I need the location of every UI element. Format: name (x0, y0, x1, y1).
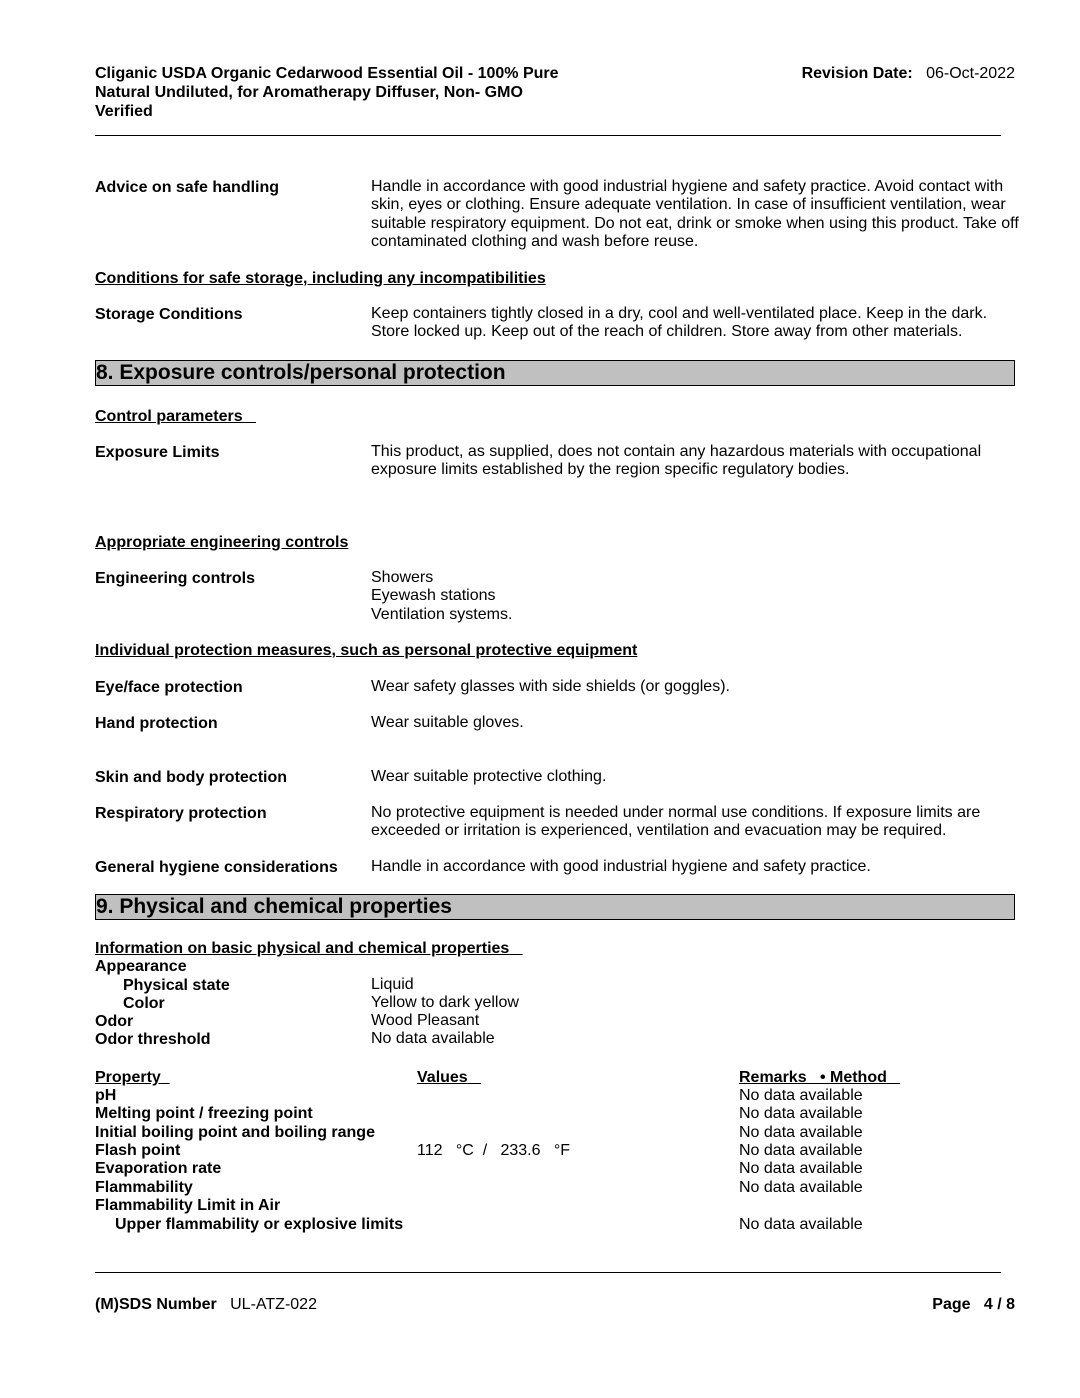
hygiene-label: General hygiene considerations (95, 859, 338, 876)
odor-label: Odor (95, 1013, 134, 1030)
section-9-header (95, 894, 1015, 920)
column-remarks (739, 1069, 900, 1087)
column-property (95, 1069, 170, 1087)
property-remarks: No data available (739, 1141, 863, 1159)
control-parameters-heading (95, 408, 256, 426)
revision-date-label: Revision Date: (801, 65, 913, 82)
basic-properties-heading (95, 940, 523, 958)
property-name: Melting point / freezing point (95, 1105, 313, 1123)
physical-state-value: Liquid (371, 976, 414, 993)
property-remarks: No data available (739, 1123, 863, 1141)
safe-handling-text: Handle in accordance with good industrial hygiene and safety practice. Avoid contact with skin, eyes or clothing. Ensure adequate ventilation. In case of insufficient ventilation, wear suitable respiratory equipment. Do not eat, drink or smoke when using this product. Take off contaminated clothing and wash before reuse. (371, 178, 1019, 250)
sds-number (95, 1295, 317, 1314)
property-name: pH (95, 1087, 117, 1104)
table-row (95, 1142, 1025, 1160)
column-property-text: Property (95, 1069, 161, 1086)
table-row (95, 1087, 1025, 1105)
safe-handling-label: Advice on safe handling (95, 179, 280, 196)
engineering-item-showers: Showers (371, 569, 434, 586)
table-row (95, 1216, 1025, 1234)
color-value: Yellow to dark yellow (371, 994, 519, 1011)
storage-conditions-label: Storage Conditions (95, 306, 243, 323)
ppe-heading: Individual protection measures, such as personal protective equipment (95, 642, 638, 659)
engineering-controls-list (371, 569, 1021, 624)
odor-value: Wood Pleasant (371, 1012, 480, 1029)
revision-date (802, 64, 1015, 83)
engineering-item-ventilation: Ventilation systems. (371, 605, 513, 623)
property-name: Flammability (95, 1178, 193, 1196)
section-8-title: 8. Exposure controls/personal protection (96, 361, 506, 384)
appearance-label: Appearance (95, 958, 187, 975)
hand-protection-label: Hand protection (95, 715, 218, 732)
sds-number-label: (M)SDS Number (95, 1296, 217, 1313)
storage-conditions-text: Keep containers tightly closed in a dry, cool and well-ventilated place. Keep in the dark. Store locked up. Keep out of the reach of children. Store away from other materials. (371, 305, 988, 341)
hygiene-text: Handle in accordance with good industrial hygiene and safety practice. (371, 858, 871, 875)
property-remarks: No data available (739, 1160, 863, 1178)
skin-protection-text: Wear suitable protective clothing. (371, 768, 607, 785)
exposure-limits-label: Exposure Limits (95, 444, 220, 461)
odor-threshold-label: Odor threshold (95, 1031, 211, 1048)
color-label: Color (123, 995, 165, 1012)
control-parameters-heading-text: Control parameters (95, 408, 243, 425)
header-divider (95, 135, 1001, 136)
physical-state-label: Physical state (123, 977, 230, 994)
page-number-label: Page (932, 1296, 971, 1313)
engineering-controls-label: Engineering controls (95, 570, 256, 587)
page-number (932, 1295, 1015, 1314)
properties-table-header (95, 1069, 1025, 1087)
eye-protection-label: Eye/face protection (95, 679, 243, 696)
table-row (95, 1179, 1025, 1197)
property-name: Initial boiling point and boiling range (95, 1123, 375, 1141)
property-name: Upper flammability or explosive limits (115, 1215, 404, 1233)
product-title-line-3: Verified (95, 103, 153, 120)
product-title (95, 64, 615, 121)
section-9-title: 9. Physical and chemical properties (96, 895, 452, 918)
table-row (95, 1160, 1025, 1178)
odor-threshold-value: No data available (371, 1030, 495, 1047)
table-row (95, 1197, 1025, 1215)
property-remarks: No data available (739, 1087, 863, 1104)
property-name: Flash point (95, 1141, 181, 1159)
property-name: Flammability Limit in Air (95, 1196, 281, 1214)
property-remarks: No data available (739, 1178, 863, 1196)
engineering-controls-heading: Appropriate engineering controls (95, 534, 349, 551)
table-row (95, 1105, 1025, 1123)
respiratory-protection-text: No protective equipment is needed under normal use conditions. If exposure limits are exceeded or irritation is experienced, ventilation and evacuation may be required. (371, 804, 981, 840)
section-8-header (95, 360, 1015, 386)
page-number-value: 4 / 8 (983, 1296, 1015, 1313)
storage-heading: Conditions for safe storage, including any incompatibilities (95, 270, 546, 287)
product-title-line-2: Natural Undiluted, for Aromatherapy Diffuser, Non- GMO (95, 84, 523, 101)
footer-divider (95, 1272, 1001, 1273)
column-values (417, 1069, 481, 1087)
hand-protection-text: Wear suitable gloves. (371, 714, 524, 731)
sds-number-value: UL-ATZ-022 (230, 1296, 317, 1313)
exposure-limits-text: This product, as supplied, does not contain any hazardous materials with occupational exposure limits established by the region specific regulatory bodies. (371, 443, 982, 479)
basic-properties-heading-text: Information on basic physical and chemical properties (95, 940, 510, 957)
revision-date-value: 06-Oct-2022 (926, 65, 1015, 82)
skin-protection-label: Skin and body protection (95, 769, 288, 786)
property-name: Evaporation rate (95, 1160, 222, 1178)
table-row (95, 1124, 1025, 1142)
engineering-item-eyewash: Eyewash stations (371, 587, 496, 605)
property-value: 112 °C / 233.6 °F (417, 1141, 571, 1159)
column-values-text: Values (417, 1069, 468, 1086)
eye-protection-text: Wear safety glasses with side shields (or goggles). (371, 678, 730, 695)
property-remarks: No data available (739, 1215, 863, 1233)
respiratory-protection-label: Respiratory protection (95, 805, 267, 822)
product-title-line-1: Cliganic USDA Organic Cedarwood Essential Oil - 100% Pure (95, 65, 559, 82)
column-remarks-text: Remarks • Method (739, 1069, 887, 1086)
property-remarks: No data available (739, 1105, 863, 1123)
